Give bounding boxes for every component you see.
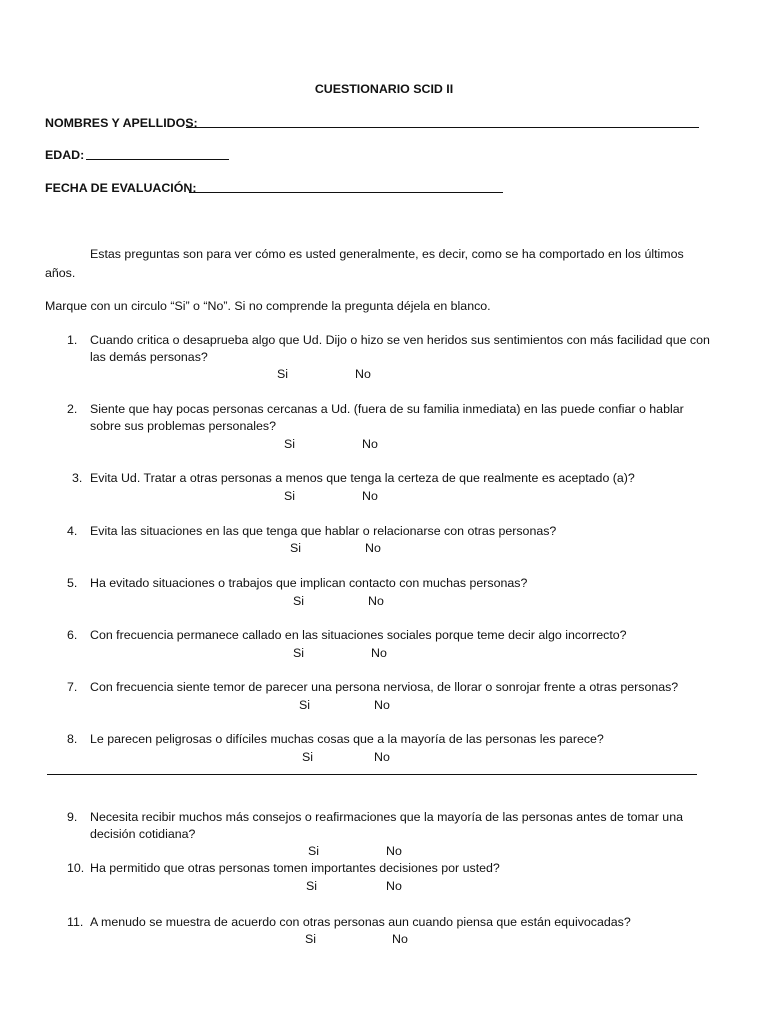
question-text: Evita las situaciones en las que tenga que hablar o relacionarse con otras personas? [90, 524, 557, 538]
question-text: Con frecuencia siente temor de parecer una persona nerviosa, de llorar o sonrojar frente a otras personas? [90, 680, 679, 694]
question-number: 4. [67, 524, 78, 538]
answer-no[interactable]: No [392, 932, 408, 946]
question-number: 8. [67, 732, 78, 746]
age-underline[interactable] [86, 159, 229, 160]
question-text: Con frecuencia permanece callado en las situaciones sociales porque teme decir algo incorrecto? [90, 628, 627, 642]
answer-yes[interactable]: Si [277, 367, 289, 381]
answer-yes[interactable]: Si [308, 844, 320, 858]
answer-no[interactable]: No [374, 698, 390, 712]
question-text: Ha evitado situaciones o trabajos que implican contacto con muchas personas? [90, 576, 528, 590]
answer-yes[interactable]: Si [293, 594, 305, 608]
answer-yes[interactable]: Si [306, 879, 318, 893]
question-text: Le parecen peligrosas o difíciles muchas cosas que a la mayoría de las personas les parece? [90, 732, 604, 746]
question-number: 7. [67, 680, 78, 694]
name-label: NOMBRES Y APELLIDOS: [45, 116, 198, 130]
intro-line-2: años. [45, 266, 76, 280]
question-text-cont: las demás personas? [90, 350, 208, 364]
answer-yes[interactable]: Si [299, 698, 311, 712]
section-divider [47, 774, 697, 775]
answer-no[interactable]: No [374, 750, 390, 764]
date-label: FECHA DE EVALUACIÓN: [45, 181, 197, 195]
question-text: Necesita recibir muchos más consejos o reafirmaciones que la mayoría de las personas antes de tomar una [90, 810, 683, 824]
answer-no[interactable]: No [386, 879, 402, 893]
answer-no[interactable]: No [362, 437, 378, 451]
intro-line-1: Estas preguntas son para ver cómo es usted generalmente, es decir, como se ha comportado en los últimos [90, 247, 684, 261]
question-number: 2. [67, 402, 78, 416]
question-number: 9. [67, 810, 78, 824]
question-text: Siente que hay pocas personas cercanas a Ud. (fuera de su familia inmediata) en las puede confiar o hablar [90, 402, 684, 416]
answer-no[interactable]: No [368, 594, 384, 608]
answer-no[interactable]: No [365, 541, 381, 555]
answer-no[interactable]: No [371, 646, 387, 660]
name-underline[interactable] [186, 127, 699, 128]
question-number: 5. [67, 576, 78, 590]
question-number: 1. [67, 333, 78, 347]
question-text-cont: decisión cotidiana? [90, 827, 196, 841]
document-title: CUESTIONARIO SCID II [314, 82, 454, 96]
question-number: 11. [67, 915, 84, 929]
question-number: 6. [67, 628, 78, 642]
answer-yes[interactable]: Si [293, 646, 305, 660]
question-text: Ha permitido que otras personas tomen importantes decisiones por usted? [90, 861, 500, 875]
answer-no[interactable]: No [362, 489, 378, 503]
age-label: EDAD: [45, 148, 85, 162]
date-underline[interactable] [189, 192, 503, 193]
question-text-cont: sobre sus problemas personales? [90, 419, 276, 433]
question-number: 10. [67, 861, 85, 875]
instruction-text: Marque con un circulo “Si” o “No”. Si no comprende la pregunta déjela en blanco. [45, 299, 491, 313]
answer-yes[interactable]: Si [305, 932, 317, 946]
answer-no[interactable]: No [386, 844, 402, 858]
question-number: 3. [72, 471, 83, 485]
answer-no[interactable]: No [355, 367, 371, 381]
answer-yes[interactable]: Si [284, 437, 296, 451]
question-text: Cuando critica o desaprueba algo que Ud. Dijo o hizo se ven heridos sus sentimientos con más facilidad que con [90, 333, 710, 347]
question-text: A menudo se muestra de acuerdo con otras personas aun cuando piensa que están equivocadas? [90, 915, 631, 929]
question-text: Evita Ud. Tratar a otras personas a menos que tenga la certeza de que realmente es aceptado (a)? [90, 471, 635, 485]
answer-yes[interactable]: Si [302, 750, 314, 764]
answer-yes[interactable]: Si [290, 541, 302, 555]
answer-yes[interactable]: Si [284, 489, 296, 503]
